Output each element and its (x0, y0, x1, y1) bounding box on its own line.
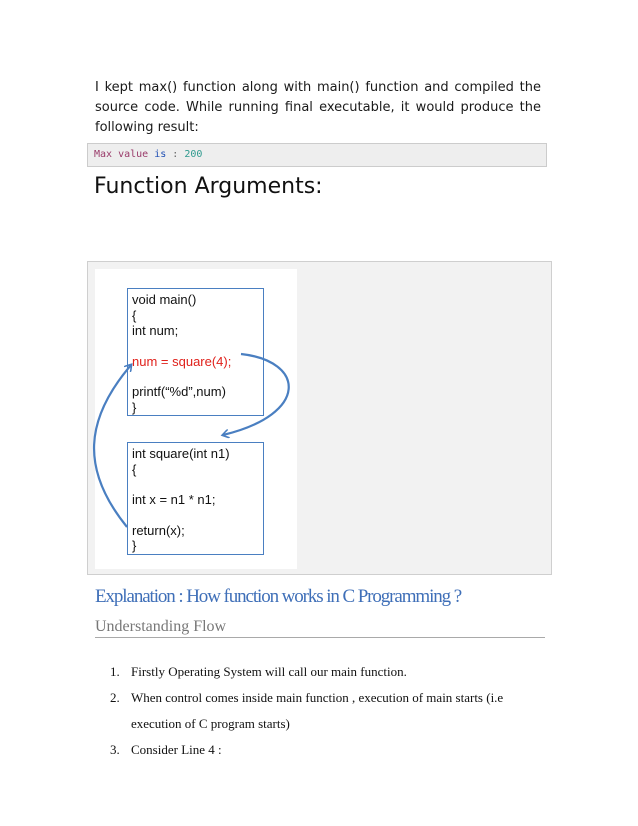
call-arrows (95, 269, 297, 569)
step-number: 1. (110, 664, 120, 679)
square-line-4: return(x); (132, 522, 185, 538)
result-colon: : (172, 149, 179, 160)
list-item (110, 685, 550, 737)
step-number: 2. (110, 690, 120, 705)
list-item (110, 659, 550, 685)
step-text: When control comes inside main function , execution of main starts (i.e execution of C program starts) (131, 690, 504, 731)
main-line-3: int num; (132, 323, 179, 338)
square-line-1: int square(int n1) (132, 446, 230, 461)
main-line-5: printf(“%d”,num) (132, 384, 226, 399)
main-line-2: { (132, 307, 137, 323)
function-call-figure (87, 261, 552, 575)
main-line-4: num = square(4); (132, 353, 232, 369)
intro-text: I kept max() function along with main() function and compiled the source code. While running final executable, it would produce the following result: (95, 80, 541, 135)
function-arguments-heading: Function Arguments: (94, 174, 323, 199)
square-line-2: { (132, 461, 137, 477)
result-output-box (87, 143, 547, 167)
explanation-heading: Explanation : How function works in C Programming ? (95, 586, 462, 607)
step-text: Firstly Operating System will call our main function. (131, 664, 407, 679)
result-value: 200 (184, 149, 203, 160)
main-line-6: } (132, 399, 137, 415)
square-line-3: int x = n1 * n1; (132, 492, 216, 507)
figure-canvas (95, 269, 297, 569)
result-label: Max value (94, 149, 149, 160)
intro-paragraph (95, 78, 541, 138)
list-item (110, 737, 550, 763)
main-line-1: void main() (132, 292, 197, 307)
call-arrow (223, 354, 289, 435)
step-number: 3. (110, 742, 120, 757)
return-arrow (94, 365, 131, 527)
steps-list (110, 659, 550, 763)
understanding-flow-heading: Understanding Flow (95, 618, 545, 638)
square-line-5: } (132, 538, 137, 553)
result-keyword: is (154, 149, 167, 160)
step-text: Consider Line 4 : (131, 742, 222, 757)
